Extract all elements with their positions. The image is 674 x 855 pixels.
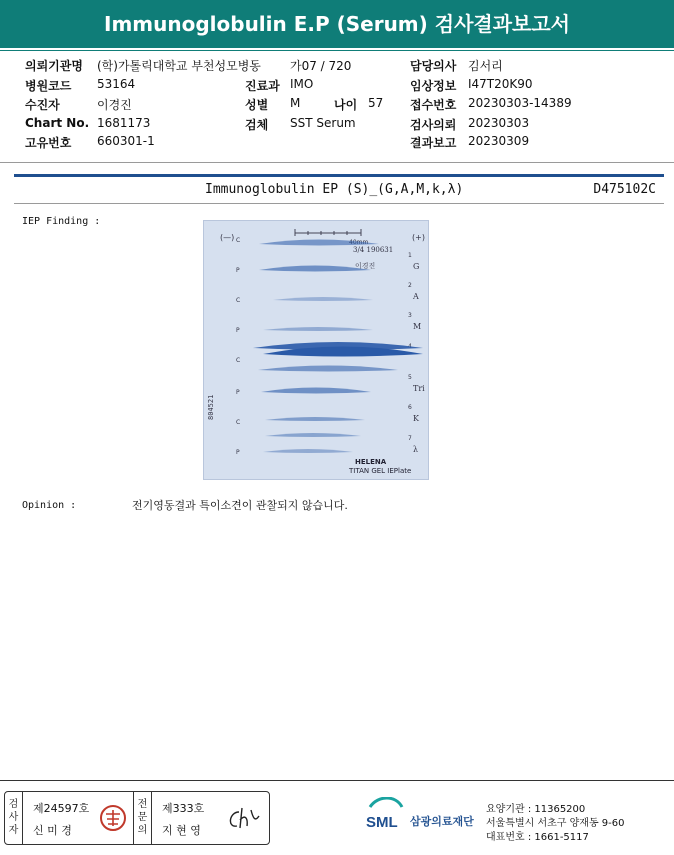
ward-value: 가07 / 720 [290,59,352,73]
doctor-license-no: 제333호 [162,802,205,815]
org-name: 삼광의료재단 [410,815,474,828]
unique-no-label: 고유번호 [25,136,72,150]
gel-row-label: C [236,419,241,426]
report-title: Immunoglobulin E.P (Serum) 검사결과보고서 [0,0,674,48]
age-label: 나이 [334,98,358,112]
report-date-label: 결과보고 [410,136,457,150]
tester-name: 신 미 경 [33,824,72,837]
department-value: IMO [290,77,314,91]
department-label: 진료과 [245,79,280,93]
test-code: D475102C [593,182,656,197]
tester-role-cell [5,792,23,844]
gel-product: TITAN GEL IEPlate [349,467,412,475]
test-title-divider [14,203,664,204]
specimen-label: 검체 [245,118,269,132]
iep-gel-image [203,220,429,480]
sex-value: M [290,96,301,110]
signature-box [4,791,270,845]
doctor-value: 김서리 [468,59,503,73]
gel-brand: HELENA [355,458,387,466]
doctor-name: 지 현 영 [162,824,201,837]
gel-plate-id: 3/4 190631 [353,246,394,254]
gel-antiserum-label: G [413,262,420,271]
clinical-info-value: I47T20K90 [468,77,533,91]
org-phone: 대표번호 : 1661-5117 [486,832,589,843]
doctor-label: 담당의사 [410,59,457,73]
tester-seal-stamp [99,804,127,832]
chart-no-value: 1681173 [97,116,151,130]
age-value: 57 [368,96,384,110]
specimen-value: SST Serum [290,116,356,130]
accession-label: 접수번호 [410,98,457,112]
info-divider [0,162,674,163]
gel-antiserum-label: K [413,414,419,423]
gel-well-number: 3 [408,312,412,319]
gel-well-number: 6 [408,404,412,411]
gel-row-label: P [236,389,240,396]
doctor-role-cell [134,792,152,844]
gel-minus-label: (—) [220,233,235,242]
institution-label: 의뢰기관명 [25,59,83,73]
gel-row-label: C [236,357,241,364]
gel-patient-name: 이경진 [355,262,376,270]
clinical-info-label: 임상정보 [410,79,457,93]
report-date-value: 20230309 [468,134,530,148]
unique-no-value: 660301-1 [97,134,155,148]
iep-finding-label: IEP Finding : [22,216,101,227]
doctor-role-label: 전 문 의 [137,799,148,836]
opinion-text: 전기영동결과 특이소견이 관찰되지 않습니다. [132,499,348,512]
section-rule [14,174,664,177]
gel-antiserum-label: M [413,322,422,331]
org-code: 요양기관 : 11365200 [486,804,586,815]
test-title: Immunoglobulin EP (S)_(G,A,M,k,λ) [205,182,464,197]
gel-row-label: C [236,297,241,304]
sml-logo-text: SML [366,814,398,831]
opinion-label: Opinion : [22,500,77,511]
tester-role-label: 검 사 자 [8,799,19,836]
gel-well-number: 7 [408,435,412,442]
gel-well-number: 5 [408,374,412,381]
tester-license-no: 제24597호 [33,802,90,815]
request-date-label: 검사의뢰 [410,118,457,132]
gel-row-label: P [236,449,240,456]
chart-no-label: Chart No. [25,116,90,130]
gel-antiserum-label: A [413,292,419,301]
gel-row-label: P [236,327,240,334]
gel-side-code: 804521 [207,394,215,420]
institution-value: (학)가톨릭대학교 부천성모병동 [97,59,261,73]
org-address: 서울특별시 서초구 양재동 9-60 [486,818,625,829]
sex-label: 성별 [245,98,269,112]
patient-name-value: 이경진 [97,98,132,112]
accession-value: 20230303-14389 [468,96,572,110]
doctor-signature [225,804,265,834]
gel-row-label: P [236,267,240,274]
banner-underline [0,50,674,51]
request-date-value: 20230303 [468,116,530,130]
patient-name-label: 수진자 [25,98,60,112]
gel-plus-label: (+) [412,233,425,242]
gel-row-label: C [236,237,241,244]
gel-well-number: 2 [408,282,412,289]
sml-logo [364,797,406,837]
hospital-code-label: 병원코드 [25,79,72,93]
gel-antiserum-label: λ [413,445,419,454]
gel-well-number: 1 [408,252,412,259]
info-row-institution [25,57,83,74]
hospital-code-value: 53164 [97,77,136,91]
footer-divider [0,780,674,781]
gel-antiserum-label: Tri [413,384,425,393]
